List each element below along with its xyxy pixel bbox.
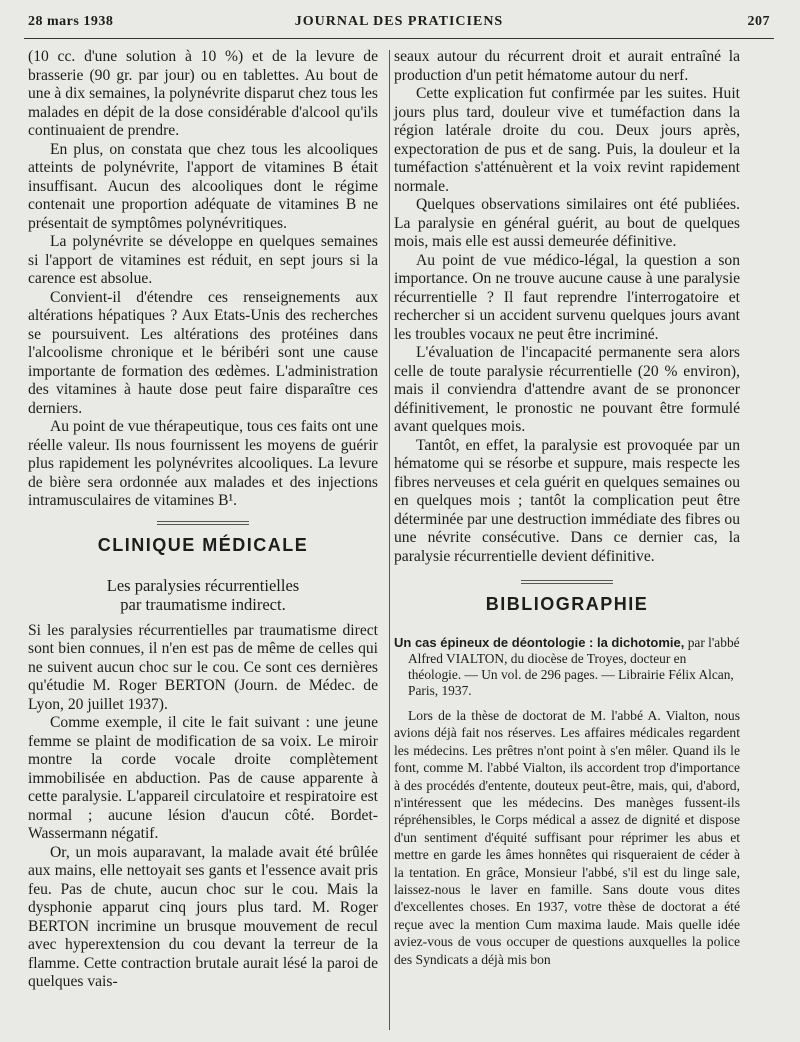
article-title bbox=[28, 576, 378, 614]
bibliography-title: Un cas épineux de déontologie : la dichotomie, bbox=[394, 635, 685, 650]
paragraph: Quelques observations similaires ont été publiées. La paralysie en général guérit, au bout de quelques mois, mais elle est aussi demeurée définitive. bbox=[394, 196, 740, 250]
paragraph: (10 cc. d'une solution à 10 %) et de la levure de brasserie (90 gr. par jour) ou en tablettes. Au bout de une à dix semaines, la polynévrite disparut chez tous les malades en dépit de la dose considérable d'alcool qu'ils continuaient de prendre. bbox=[28, 48, 378, 139]
paragraph: Convient-il d'étendre ces renseignements aux altérations hépatiques ? Aux Etats-Unis des recherches se poursuivent. Les altérations des protéines dans l'alcoolisme chronique et le béribéri sont une cause importante de formation des œdèmes. L'administration des vitamines à haute dose peut faire disparaître ces derniers. bbox=[28, 288, 378, 417]
paragraph: Si les paralysies récurrentielles par traumatisme direct sont bien connues, il n'en est pas de même de celles qui ne suivent aucun choc sur le cou. Ce sont ces dernières qu'étudie M. Roger BERTON (Journ. de Médec. de Lyon, 20 juillet 1937). bbox=[28, 621, 378, 713]
right-column bbox=[394, 48, 740, 968]
section-separator bbox=[157, 521, 249, 525]
paragraph: Au point de vue thérapeutique, tous ces faits ont une réelle valeur. Ils nous fournissent les moyens de guérir plus rapidement les polynévrites alcooliques. La levure de bière sera ordonnée aux malades et des injections intramusculaires de vitamines B¹. bbox=[28, 418, 378, 509]
paragraph: Tantôt, en effet, la paralysie est provoquée par un hématome qui se résorbe et suppure, mais respecte les fibres nerveuses et cela guérit en quelques semaines ou en quelques mois ; tantôt la complication peut être déterminée par une destruction immédiate des fibres ou une névrite consécutive. Dans ce dernier cas, la paralysie récurrentielle devient définitive. bbox=[394, 436, 740, 565]
paragraph: L'évaluation de l'incapacité permanente sera alors celle de toute paralysie récurrentielle (20 % environ), mais il conviendra d'attendre avant de se prononcer définitivement, le pronostic ne pouvant être formulé avant quelques mois. bbox=[394, 344, 740, 435]
article-title-line: Les paralysies récurrentielles bbox=[106, 575, 300, 595]
paragraph: Or, un mois auparavant, la malade avait été brûlée aux mains, elle nettoyait ses gants et l'essence avait pris feu. Pas de chute, aucun choc sur le cou. Mais la dysphonie apparut cinq jours plus tard. M. Roger BERTON incrimine un brusque mouvement de recul avec hyperextension du cou devant la terreur de la flamme. Cette contraction brutale aurait lésé la paroi de quelques vais- bbox=[28, 843, 378, 990]
page-header bbox=[28, 14, 770, 38]
header-rule bbox=[24, 38, 774, 39]
article-title-line: par traumatisme indirect. bbox=[120, 594, 286, 614]
paragraph: La polynévrite se développe en quelques semaines si l'apport de vitamines est réduit, en sept jours si la carence est absolue. bbox=[28, 233, 378, 287]
bibliography-details: par l'abbé Alfred VIALTON, du diocèse de Troyes, docteur en théologie. — Un vol. de 296 pages. — Librairie Félix Alcan, Paris, 1937. bbox=[408, 635, 740, 698]
header-page-number: 207 bbox=[747, 14, 770, 29]
column-rule bbox=[389, 50, 390, 1030]
paragraph: Comme exemple, il cite le fait suivant : une jeune femme se plaint de modification de sa voix. Le miroir montre la corde vocale droite complètement immobilisée en abduction. Pas de cause apparente à cette paralysie. L'appareil circulatoire et respiratoire est normal ; aucune lésion d'aucun côté. Bordet-Wassermann négatif. bbox=[28, 714, 378, 842]
bibliography-entry bbox=[394, 635, 740, 699]
section-title-clinique: CLINIQUE MÉDICALE bbox=[97, 534, 309, 555]
header-date: 28 mars 1938 bbox=[28, 14, 114, 29]
paragraph: Cette explication fut confirmée par les suites. Huit jours plus tard, douleur vive et tuméfaction dans la région latérale droite du cou. Deux jours après, expectoration de pus et de sang. Puis, la douleur et la tuméfaction s'atténuèrent et la voix revint rapidement normale. bbox=[394, 85, 740, 195]
left-column bbox=[28, 48, 378, 992]
section-title-bibliographie: BIBLIOGRAPHIE bbox=[485, 594, 649, 614]
paragraph: En plus, on constata que chez tous les alcooliques atteints de polynévrite, l'apport de vitamines B était insuffisant. Aucun des alcooliques dont le régime contenait une proportion adéquate de vitamines B ne présentait de symptômes polynévritiques. bbox=[28, 140, 378, 232]
section-separator bbox=[521, 580, 613, 584]
header-journal-title: JOURNAL DES PRATICIENS bbox=[294, 14, 504, 29]
review-text: Lors de la thèse de doctorat de M. l'abbé A. Vialton, nous avions déjà fait nos réserves. Les affaires médicales regardent les médecins. Les prêtres n'ont point à s'en mêler. Quand ils le font, comme M. l'abbé Vialton, ils accordent trop d'importance à des procédés d'entente, douteux peut-être, mais, qui, d'abord, n'intéressent que les médecins. Des manèges fussent-ils répréhensibles, le Corps médical a assez de dignité et dispose d'un sentiment d'équité suffisant pour réprimer les abus et mettre en garde les âmes honnêtes qui risqueraient de céder à la tentation. En grâce, Monsieur l'abbé, s'il est du linge sale, laissez-nous le laver en famille. Sans doute vous dites d'excellentes choses. En 1937, votre thèse de doctorat a été reçue avec la mention Cum maxima laude. Mais quelle idée aviez-vous de vous occuper de questions auxquelles la police des Syndicats a déjà mis bon bbox=[394, 708, 740, 967]
paragraph: seaux autour du récurrent droit et aurait entraîné la production d'un petit hématome autour du nerf. bbox=[394, 48, 740, 84]
paragraph: Au point de vue médico-légal, la question a son importance. On ne trouve aucune cause à une paralysie récurrentielle ? Il faut reprendre l'interrogatoire et rechercher si un accident survenu quelques jours avant les troubles vocaux ne peut être incriminé. bbox=[394, 251, 740, 343]
